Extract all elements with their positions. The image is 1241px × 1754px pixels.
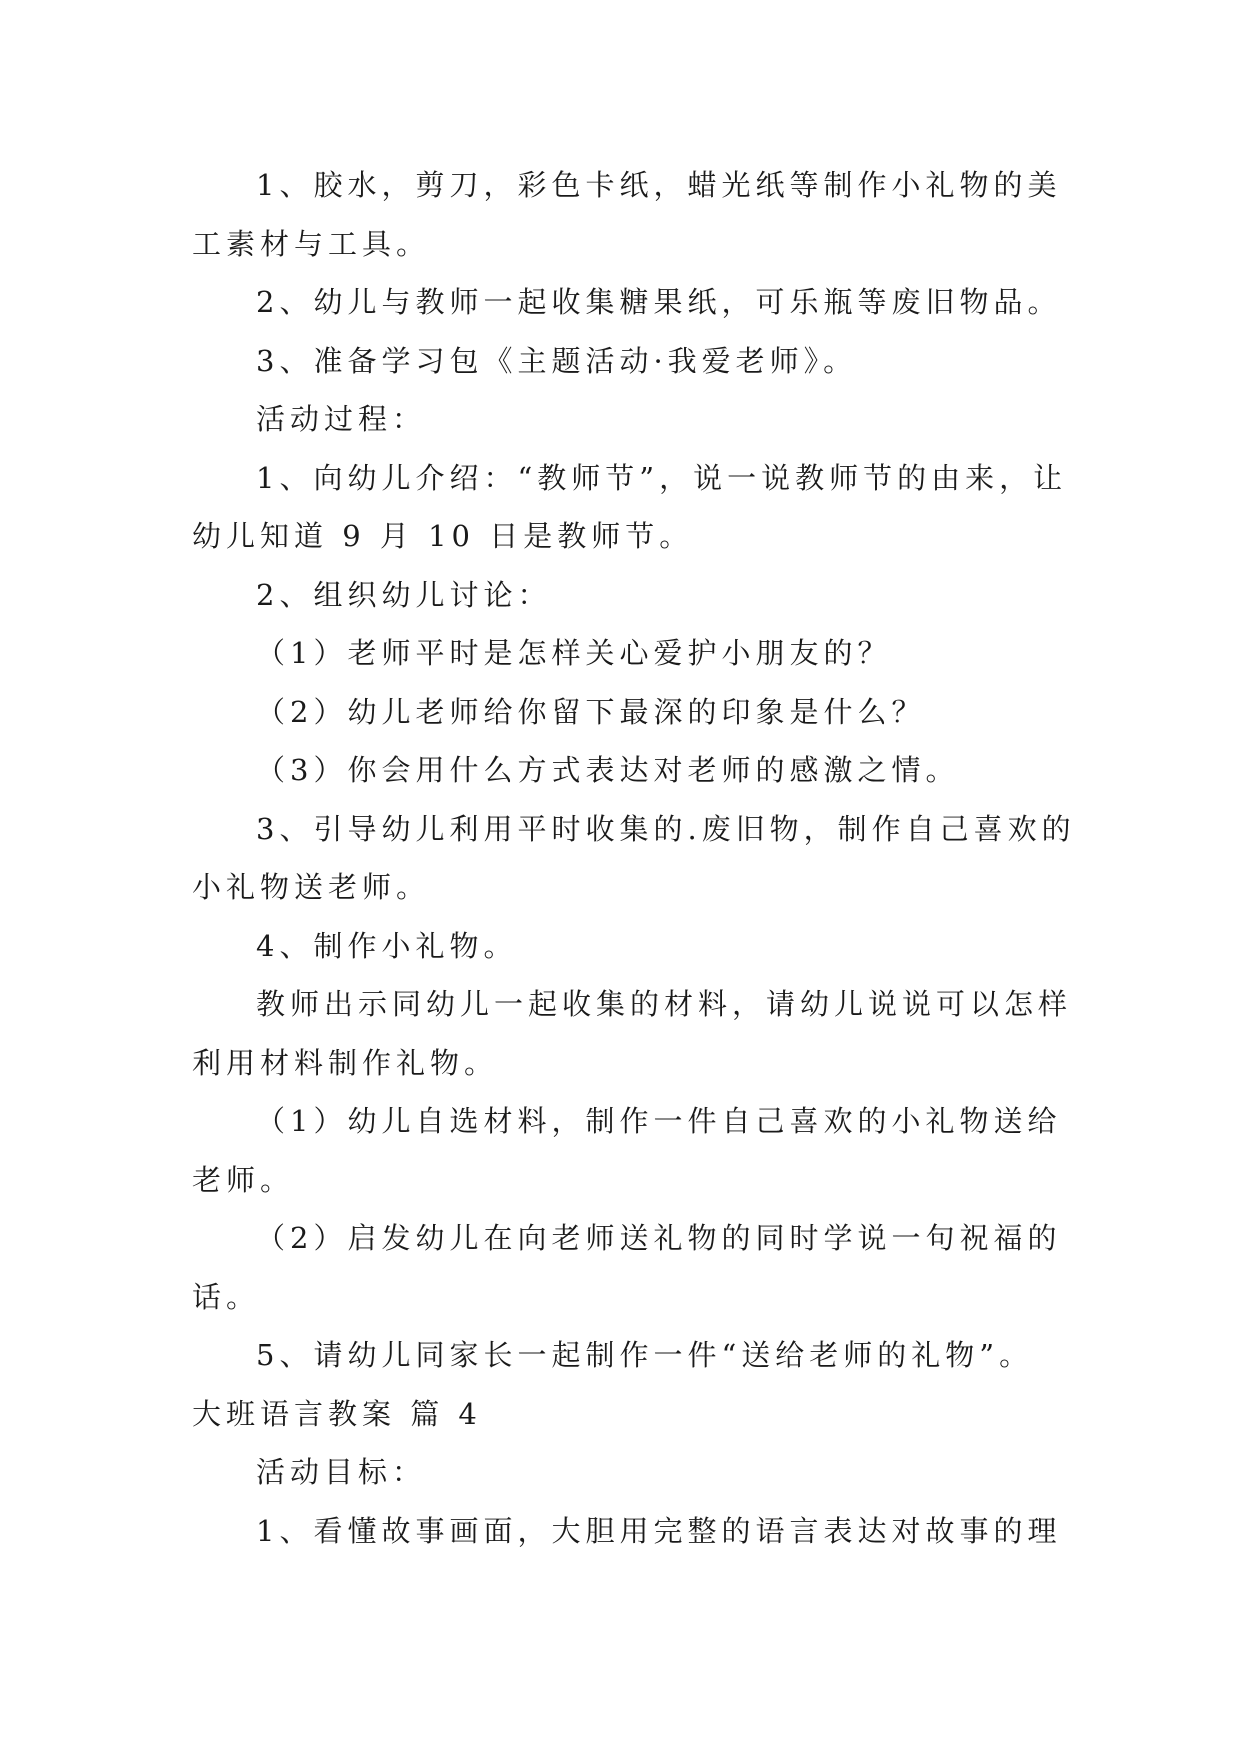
document-body xyxy=(192,156,1076,1560)
paragraph-line: 2、组织幼儿讨论： xyxy=(256,577,552,612)
paragraph-line: 3、引导幼儿利用平时收集的.废旧物，制作自己喜欢的 xyxy=(256,811,1076,846)
paragraph-line: 3、准备学习包《主题活动·我爱老师》。 xyxy=(256,343,858,378)
paragraph-line: 2、幼儿与教师一起收集糖果纸，可乐瓶等废旧物品。 xyxy=(256,285,1062,319)
list-item: （2）启发幼儿在向老师送礼物的同时学说一句祝福的 xyxy=(256,1221,1062,1255)
paragraph-line: 1、向幼儿介绍：“教师节”，说一说教师节的由来，让 xyxy=(256,460,1068,495)
paragraph-line: 老师。 xyxy=(192,1162,295,1197)
paragraph-line: 工素材与工具。 xyxy=(192,226,431,261)
paragraph-line: 1、看懂故事画面，大胆用完整的语言表达对故事的理 xyxy=(256,1513,1062,1548)
paragraph-line: 利用材料制作礼物。 xyxy=(192,1045,499,1080)
paragraph-line: 1、胶水，剪刀，彩色卡纸，蜡光纸等制作小礼物的美 xyxy=(256,168,1062,202)
list-item: （2）幼儿老师给你留下最深的印象是什么？ xyxy=(256,694,926,729)
paragraph-line: 5、请幼儿同家长一起制作一件“送给老师的礼物”。 xyxy=(256,1338,1034,1372)
section-title: 大班语言教案 篇 4 xyxy=(192,1396,482,1431)
paragraph-line: 幼儿知道 9 月 10 日是教师节。 xyxy=(192,519,694,553)
paragraph-line: 4、制作小礼物。 xyxy=(256,928,518,963)
list-item: （1）幼儿自选材料，制作一件自己喜欢的小礼物送给 xyxy=(256,1104,1062,1138)
paragraph-line: 教师出示同幼儿一起收集的材料，请幼儿说说可以怎样 xyxy=(256,987,1073,1021)
paragraph-line: 话。 xyxy=(192,1279,261,1314)
list-item: （3）你会用什么方式表达对老师的感激之情。 xyxy=(256,753,960,787)
section-heading: 活动目标： xyxy=(256,1455,427,1489)
paragraph-line: 小礼物送老师。 xyxy=(192,870,431,904)
section-heading: 活动过程： xyxy=(256,402,427,436)
list-item: （1）老师平时是怎样关心爱护小朋友的？ xyxy=(256,636,892,670)
